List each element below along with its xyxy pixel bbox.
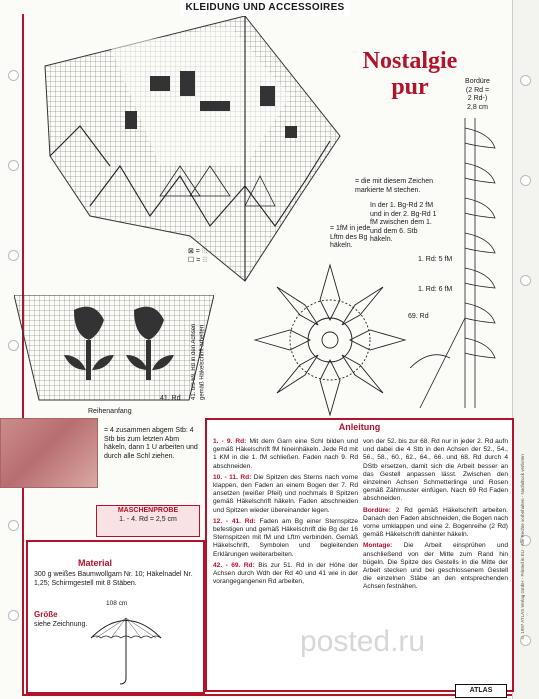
border-note-line: 2,8 cm bbox=[466, 103, 488, 111]
vertical-note: 41. bis 69. Rd in den Achsen gemäß Häkelschrift arbeiten bbox=[191, 323, 206, 400]
instruction-paragraph bbox=[363, 542, 508, 591]
border-note bbox=[455, 78, 500, 112]
reihenanfang-label: Reihenanfang bbox=[88, 408, 132, 415]
round-label-41: 41. Rd bbox=[160, 395, 181, 402]
instruction-lead: 12. - 41. Rd: bbox=[213, 517, 256, 525]
round-note: In der 1. Bg-Rd 2 fM und in der 2. Bg-Rd 1 fM zwischen dem 1. und dem 6. Stb häkeln. bbox=[370, 202, 437, 243]
legal-text: © 1997 ATLAS Verlag GmbH - Printed in EU - Alle Rechte vorbehalten - Nachdruck verboten bbox=[520, 454, 525, 640]
round-label-1: 1. Rd: 5 fM bbox=[418, 256, 453, 263]
instruction-lead: 10. - 11. Rd: bbox=[213, 473, 252, 481]
instructions-title: Anleitung bbox=[338, 422, 381, 432]
section-header: KLEIDUNG UND ACCESSOIRES bbox=[180, 0, 350, 16]
size-text: siehe Zeichnung. bbox=[34, 621, 88, 628]
instruction-text: Faden am Bg einer Sternspitze befestigen und gemäß Häkelschrift die Bg der 16 Sternspitzen mit fM und Lftm verbinden. Gemäß Häkelschrift, Symbolen und begleitenden Erklärungen weiterarbeiten. bbox=[213, 517, 358, 558]
instruction-lead: 42. - 69. Rd: bbox=[213, 561, 255, 569]
title-line-2: pur bbox=[391, 74, 429, 100]
legend-empty-symbol: ☐ = ⫶⫶⫶ bbox=[188, 256, 208, 264]
legend-symbols bbox=[188, 248, 238, 265]
instruction-paragraph bbox=[213, 562, 358, 587]
umbrella-photo bbox=[0, 418, 98, 488]
instruction-lead: 1. - 9. Rd: bbox=[213, 438, 247, 445]
instruction-text: Die Arbeit einsprühen und anschließend von der Mitte zum Rand hin bügeln. Die Spitze des Gestells in die Mitte der Arbeit stecken und bei geschlossenem Gestell die einzelnen Stäbe an den entsprechenden Achsen festnähen. bbox=[363, 542, 508, 591]
binder-hole bbox=[8, 520, 19, 531]
instruction-paragraph bbox=[213, 518, 358, 559]
watermark: posted.ru bbox=[300, 625, 426, 658]
size-dimension: 108 cm bbox=[106, 600, 128, 607]
instruction-paragraph bbox=[363, 507, 508, 540]
binder-hole bbox=[520, 175, 531, 186]
publisher-logo: ATLAS bbox=[455, 684, 507, 698]
symbol-note: = die mit diesem Zeichen markierte M stechen. bbox=[355, 178, 434, 194]
binder-hole bbox=[8, 610, 19, 621]
border-note-line: 2 Rd-) bbox=[467, 95, 488, 102]
maschenprobe-value: 1. - 4. Rd = 2,5 cm bbox=[119, 516, 177, 523]
instruction-paragraph bbox=[213, 474, 358, 515]
instruction-text: 2 Rd gemäß Häkelschrift arbeiten. Danach den Faden abschneiden, die Bogen nach vorne umklappen und eine 2. Bogenreihe (2 Rd) gemäß Häkelschrift dahinter häkeln. bbox=[363, 506, 508, 539]
border-edging-chart bbox=[400, 118, 505, 418]
stb-note: = 4 zusammen abgem Stb: 4 Stb bis zum letzten Abm häkeln, dann 1 U arbeiten und durch alle Schl ziehen. bbox=[104, 427, 198, 460]
instruction-paragraph bbox=[213, 438, 358, 471]
maschenprobe-label: MASCHENPROBE bbox=[117, 507, 179, 514]
star-center-chart bbox=[250, 258, 410, 423]
maschenprobe-box bbox=[96, 505, 200, 537]
umbrella-diagram-icon bbox=[86, 608, 166, 688]
instruction-lead: Bordüre: bbox=[363, 506, 391, 514]
title-line-1: Nostalgie bbox=[362, 48, 458, 74]
border-note-line: (2 Rd = bbox=[465, 86, 490, 94]
size-heading: Größe bbox=[34, 610, 58, 619]
material-box bbox=[26, 540, 205, 694]
legend-filled-symbol: ⊠ = ⫶⫶⫶ bbox=[188, 248, 208, 255]
round-label-69: 69. Rd bbox=[408, 313, 429, 320]
instruction-text: Die Spitzen des Sterns nach vorne klappen, den Faden an einem Bogen der 7. Rd ansetzen (weißer Pfeil) und nochmals 8 Spitzen gemäß Häkelschrift häkeln. Faden abschneiden und Spitzen wieder übereinander legen. bbox=[213, 473, 358, 514]
instruction-text: Mit dem Garn eine Schl bilden und gemäß Häkelschrift fM hineinhäkeln. Jede Rd mit 1 KM in die 1. fM schließen. Faden nach 9. Rd abschneiden. bbox=[213, 438, 358, 470]
binder-hole bbox=[8, 70, 19, 81]
binder-hole bbox=[520, 275, 531, 286]
instruction-lead: Montage: bbox=[363, 542, 393, 550]
instructions-column-right bbox=[363, 438, 508, 595]
instruction-text: Bis zur 51. Rd in der Höhe der Achsen durch Wdh der Rd 40 und 41 wie in der vorangegangenen Rd arbeiten, bbox=[213, 561, 359, 586]
material-heading: Material bbox=[78, 558, 113, 568]
round-label-2: 1. Rd: 6 fM bbox=[418, 286, 453, 293]
instructions-column-left bbox=[213, 438, 358, 589]
material-text: 300 g weißes Baumwollgarn Nr. 10; Häkelnadel Nr. 1,25; Schirmgestell mit 8 Stäben. bbox=[34, 571, 193, 587]
binder-hole bbox=[8, 160, 19, 171]
instruction-paragraph: von der 52. bis zur 68. Rd nur in jeder 2. Rd aufn und dabei die 4 Stb in den Achsen der 52., 54., 56., 58., 60., 62., 64., 66. und 68. Rd durch 4 DStb ersetzen, damit sich die Arbeit besser an das Gestell anpassen lässt. Zwischen den einzelnen Achsen Schmetterlinge und Rosen gemäß Zählmuster einfügen. Nach 69 Rd Faden abschneiden. bbox=[363, 438, 508, 503]
border-note-line: Bordüre bbox=[465, 78, 490, 85]
binder-hole bbox=[8, 250, 19, 261]
binder-hole bbox=[520, 75, 531, 86]
fm-note: = 1fM in jede Lftm des Bg häkeln. bbox=[330, 225, 371, 249]
page-title bbox=[355, 48, 465, 100]
rose-filet-chart bbox=[14, 295, 214, 405]
